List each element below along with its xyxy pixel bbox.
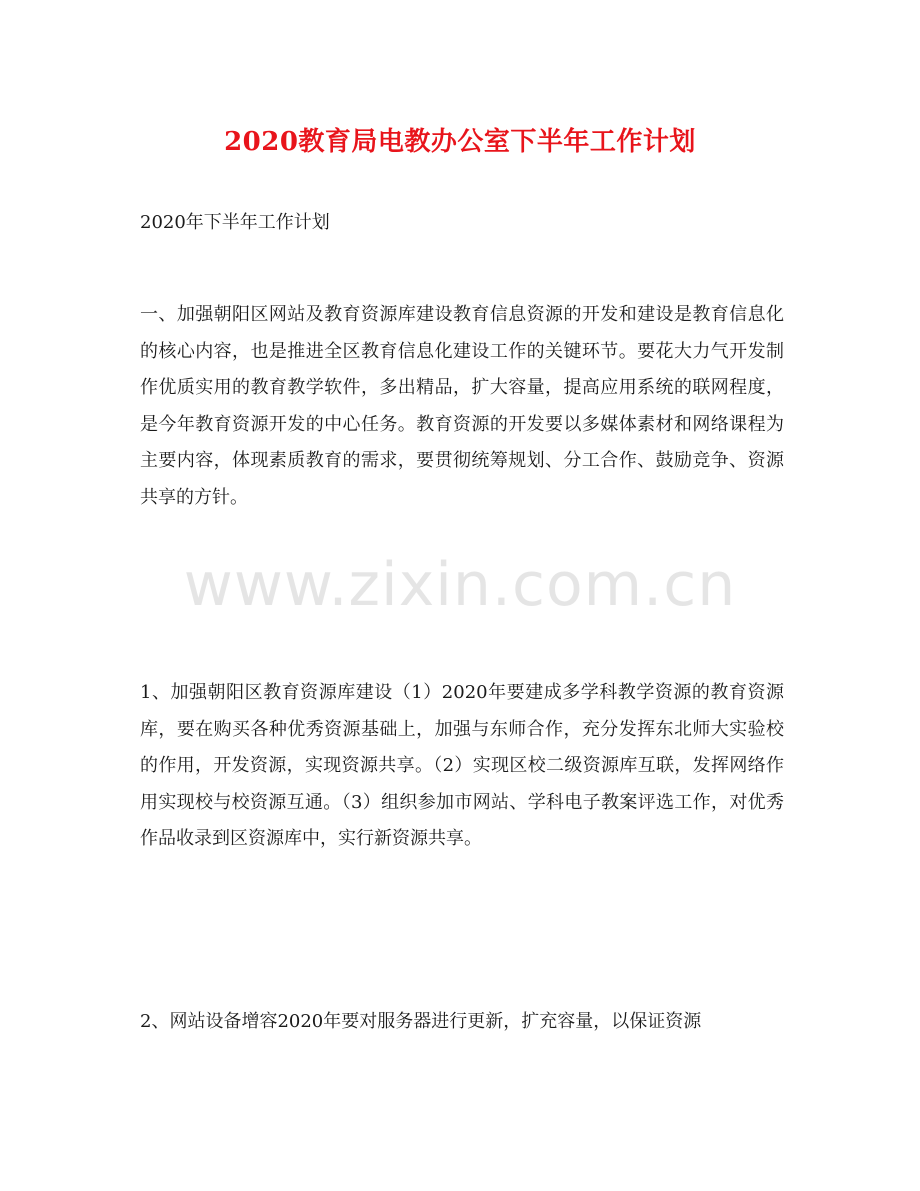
watermark: www.zixin.com.cn [183, 550, 737, 620]
paragraph-section-one: 一、加强朝阳区网站及教育资源库建设教育信息资源的开发和建设是教育信息化的核心内容，也是推进全区教育信息化建设工作的关键环节。要花大力气开发制作优质实用的教育教学软件，多出精品，扩大容量，提高应用系统的联网程度，是今年教育资源开发的中心任务。教育资源的开发要以多媒体素材和网络课程为主要内容，体现素质教育的需求，要贯彻统筹规划、分工合作、鼓励竞争、资源共享的方针。 [140, 304, 784, 508]
paragraph-item-one: 1、加强朝阳区教育资源库建设（1）2020年要建成多学科教学资源的教育资源库，要在购买各种优秀资源基础上，加强与东师合作，充分发挥东北师大实验校的作用，开发资源，实现资源共享。（2）实现区校二级资源库互联，发挥网络作用实现校与校资源互通。（3）组织参加市网站、学科电子教案评选工作，对优秀作品收录到区资源库中，实行新资源共享。 [140, 682, 784, 849]
paragraph-item-two: 2、网站设备增容2020年要对服务器进行更新，扩充容量，以保证资源 [140, 1011, 702, 1032]
document-title: 2020教育局电教办公室下半年工作计划 [224, 127, 696, 157]
document-subtitle: 2020年下半年工作计划 [140, 212, 330, 233]
